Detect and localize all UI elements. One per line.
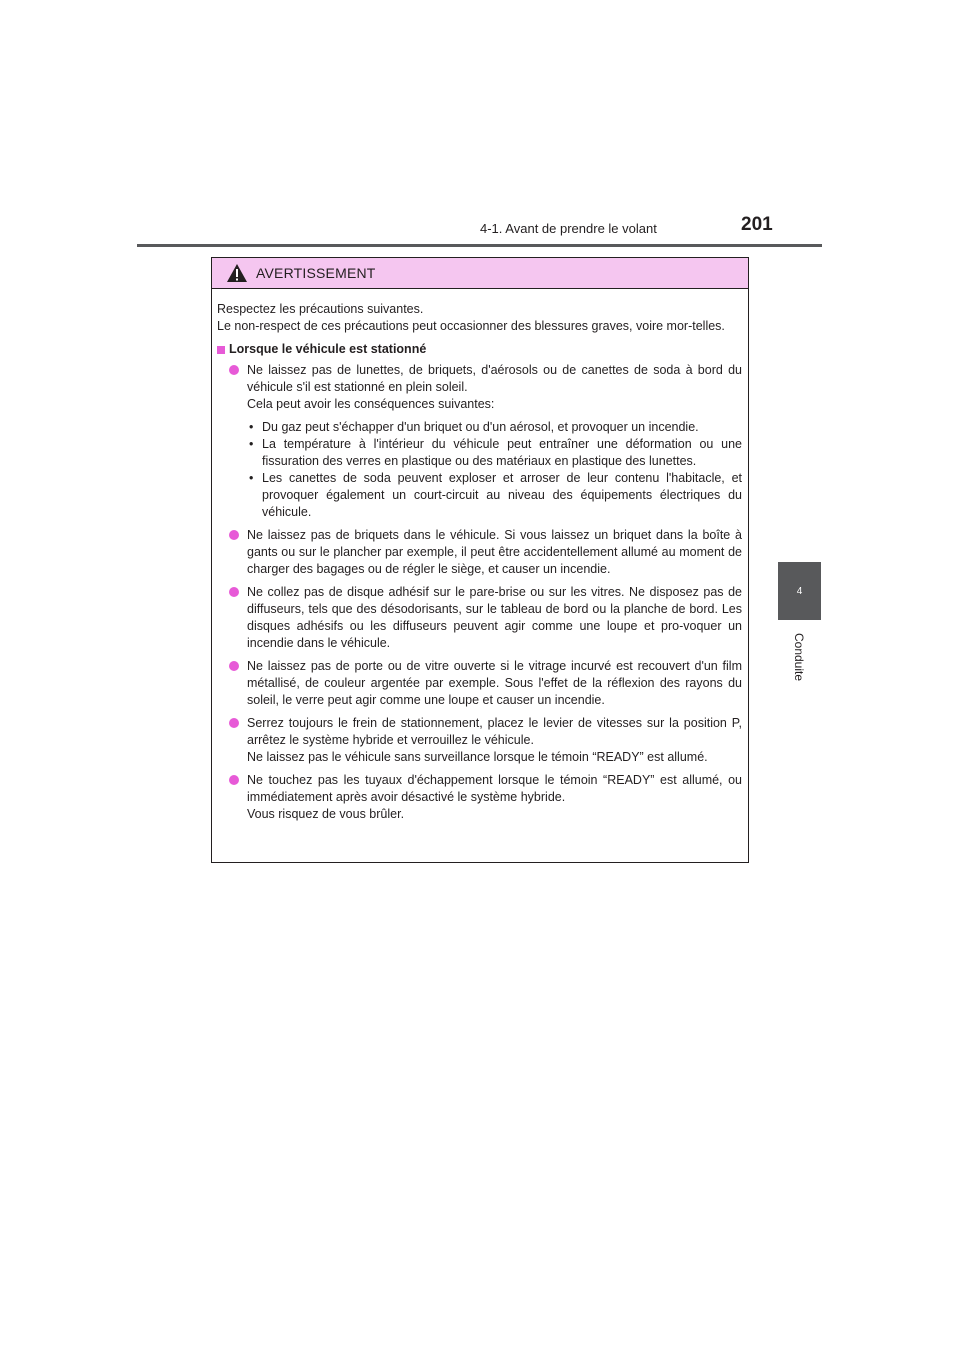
chapter-number: 4 bbox=[796, 585, 803, 597]
list-item bbox=[217, 584, 742, 652]
list-item bbox=[217, 658, 742, 709]
sub-list-item bbox=[247, 419, 742, 436]
warning-title: AVERTISSEMENT bbox=[256, 265, 376, 281]
section-title: 4-1. Avant de prendre le volant bbox=[480, 221, 657, 236]
sub-item-text: La température à l'intérieur du véhicule peut entraîner une déformation ou une fissuration des verres en plastique ou des matériaux en plastique des lunettes. bbox=[262, 437, 742, 468]
list-item bbox=[217, 772, 742, 823]
list-item bbox=[217, 362, 742, 521]
sub-list-item bbox=[247, 470, 742, 521]
sub-list bbox=[247, 419, 742, 521]
item-line: Ne touchez pas les tuyaux d'échappement lorsque le témoin “READY” est allumé, ou immédiatement après avoir désactivé le système hybride. bbox=[247, 773, 742, 804]
circle-bullet-icon bbox=[229, 661, 239, 671]
warning-subheading bbox=[217, 341, 742, 358]
circle-bullet-icon bbox=[229, 718, 239, 728]
dot-bullet-icon: • bbox=[249, 420, 254, 434]
warning-intro bbox=[217, 301, 742, 335]
warning-box bbox=[211, 257, 749, 863]
chapter-label-text: Conduite bbox=[792, 632, 807, 682]
sub-item-text: Du gaz peut s'échapper d'un briquet ou d'un aérosol, et provoquer un incendie. bbox=[262, 420, 699, 434]
item-line: Vous risquez de vous brûler. bbox=[247, 807, 405, 821]
item-line: Serrez toujours le frein de stationnement, placez le levier de vitesses sur la position P, arrêtez le système hybride et verrouillez le véhicule. bbox=[247, 716, 742, 747]
warning-items bbox=[217, 362, 742, 823]
item-line: Ne laissez pas de briquets dans le véhicule. Si vous laissez un briquet dans la boîte à gants ou sur le plancher par exemple, il peut être accidentellement allumé au moment de charger des bagages ou de régler le siège, et causer un incendie. bbox=[247, 528, 742, 576]
subheading-text: Lorsque le véhicule est stationné bbox=[229, 342, 427, 356]
intro-line: Respectez les précautions suivantes. bbox=[217, 302, 424, 316]
circle-bullet-icon bbox=[229, 365, 239, 375]
item-line: Cela peut avoir les conséquences suivantes: bbox=[247, 397, 495, 411]
page-number: 201 bbox=[741, 214, 773, 235]
chapter-label bbox=[778, 622, 821, 692]
sub-item-text: Les canettes de soda peuvent exploser et arroser de leur contenu l'habitacle, et provoquer également un court-circuit au niveau des équipements électriques du véhicule. bbox=[262, 471, 742, 519]
item-line: Ne laissez pas de lunettes, de briquets, d'aérosols ou de canettes de soda à bord du véhicule s'il est stationné en plein soleil. bbox=[247, 363, 742, 394]
circle-bullet-icon bbox=[229, 775, 239, 785]
intro-line: Le non-respect de ces précautions peut occasionner des blessures graves, voire mor-telles. bbox=[217, 319, 725, 333]
circle-bullet-icon bbox=[229, 530, 239, 540]
warning-triangle-icon bbox=[226, 263, 248, 283]
list-item bbox=[217, 715, 742, 766]
sub-list-item bbox=[247, 436, 742, 470]
item-line: Ne collez pas de disque adhésif sur le pare-brise ou sur les vitres. Ne disposez pas de diffuseurs, tels que des désodorisants, sur le tableau de bord ou la planche de bord. Les disques adhésifs ou les diffuseurs peuvent agir comme une loupe et pro-voquer un incendie dans le véhicule. bbox=[247, 585, 742, 650]
chapter-tab bbox=[778, 562, 821, 620]
list-item bbox=[217, 527, 742, 578]
dot-bullet-icon: • bbox=[249, 437, 254, 451]
header-rule bbox=[137, 244, 822, 247]
item-line: Ne laissez pas de porte ou de vitre ouverte si le vitrage incurvé est recouvert d'un film métallisé, de couleur argentée par exemple. Sous l'effet de la réflexion des rayons du soleil, le verre peut agir comme une loupe et causer un incendie. bbox=[247, 659, 742, 707]
warning-header bbox=[212, 258, 748, 289]
warning-body bbox=[212, 289, 748, 823]
circle-bullet-icon bbox=[229, 587, 239, 597]
square-bullet-icon bbox=[217, 346, 225, 354]
dot-bullet-icon: • bbox=[249, 471, 254, 485]
item-line: Ne laissez pas le véhicule sans surveillance lorsque le témoin “READY” est allumé. bbox=[247, 750, 708, 764]
